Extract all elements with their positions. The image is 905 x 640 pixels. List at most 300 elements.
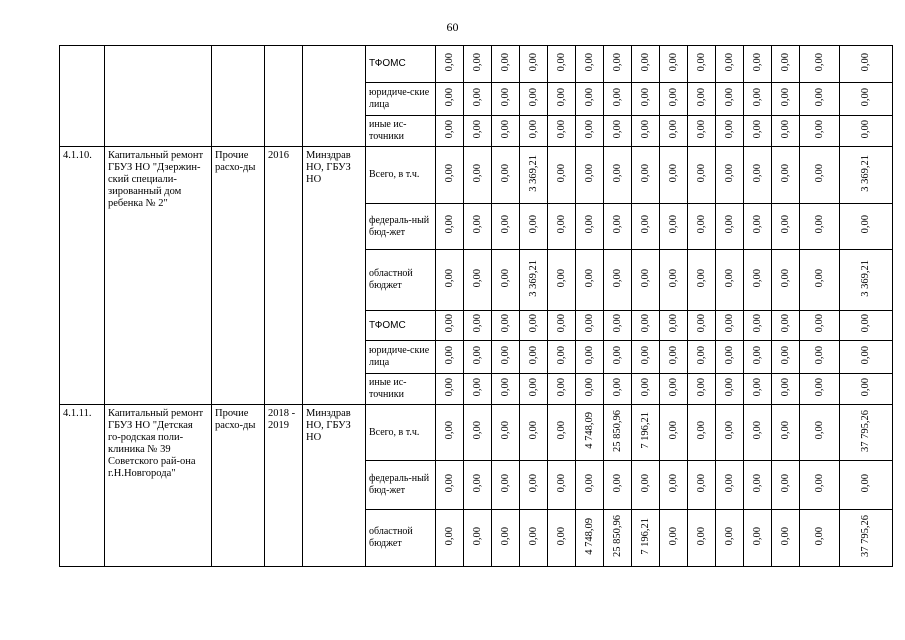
- amount-cell: [520, 311, 548, 341]
- amount-value: 0,00: [499, 215, 511, 234]
- amount-cell: [772, 341, 800, 374]
- amount-value: 0,00: [471, 163, 483, 183]
- amount-value: 0,00: [443, 52, 455, 72]
- amount-value: 0,00: [583, 163, 595, 183]
- amount-cell: [800, 341, 840, 374]
- amount-value: 0,00: [443, 163, 455, 183]
- amount-value: 0,00: [813, 215, 825, 234]
- budget-table: [59, 45, 893, 567]
- amount-value: 0,00: [527, 87, 539, 107]
- amount-cell: [840, 46, 893, 83]
- amount-value: 0,00: [667, 377, 679, 397]
- amount-cell: [632, 311, 660, 341]
- amount-value: 0,00: [499, 526, 511, 546]
- amount-value: 0,00: [751, 314, 763, 333]
- funding-source: иные ис-точники: [366, 116, 436, 147]
- amount-value: 0,00: [443, 215, 455, 234]
- amount-value: 0,00: [583, 268, 595, 288]
- amount-cell: [632, 405, 660, 461]
- amount-cell: [660, 147, 688, 204]
- funding-source: иные ис-точники: [366, 374, 436, 405]
- amount-value: 0,00: [779, 119, 791, 139]
- amount-value: 0,00: [611, 87, 623, 107]
- amount-cell: [660, 83, 688, 116]
- amount-value: 0,00: [499, 163, 511, 183]
- amount-cell: [576, 46, 604, 83]
- amount-value: 0,00: [555, 345, 567, 365]
- amount-cell: [604, 83, 632, 116]
- amount-cell: [840, 204, 893, 250]
- amount-cell: [744, 46, 772, 83]
- amount-value: 0,00: [813, 163, 825, 183]
- amount-cell: [436, 204, 464, 250]
- amount-value: 0,00: [639, 314, 651, 333]
- amount-value: 0,00: [583, 345, 595, 365]
- amount-cell: [632, 83, 660, 116]
- amount-value: 0,00: [611, 268, 623, 288]
- amount-value: 0,00: [695, 473, 707, 493]
- amount-cell: [464, 461, 492, 510]
- amount-value: 0,00: [639, 268, 651, 288]
- expense-category: Прочие расхо-ды: [215, 408, 256, 431]
- amount-value: 0,00: [813, 314, 825, 333]
- amount-cell: [744, 147, 772, 204]
- expense-category-cell: [212, 46, 265, 147]
- amount-value: 0,00: [499, 377, 511, 397]
- amount-cell: [492, 461, 520, 510]
- amount-value: 37 795,26: [860, 515, 871, 557]
- amount-value: 0,00: [639, 52, 651, 72]
- amount-cell: [744, 83, 772, 116]
- amount-cell: [660, 461, 688, 510]
- amount-cell: [604, 311, 632, 341]
- funding-source: ТФОМС: [366, 46, 436, 83]
- amount-cell: [716, 461, 744, 510]
- page-number: 60: [446, 20, 459, 34]
- amount-value: 0,00: [860, 52, 871, 72]
- funding-source: юридиче-ские лица: [366, 83, 436, 116]
- amount-value: 0,00: [667, 87, 679, 107]
- amount-cell: [464, 405, 492, 461]
- amount-value: 0,00: [695, 345, 707, 365]
- amount-value: 0,00: [639, 163, 651, 183]
- amount-cell: [744, 250, 772, 311]
- expense-category: Прочие расхо-ды: [215, 150, 256, 173]
- amount-cell: [436, 510, 464, 567]
- amount-cell: [632, 374, 660, 405]
- amount-cell: [464, 510, 492, 567]
- amount-cell: [840, 311, 893, 341]
- amount-value: 0,00: [779, 345, 791, 365]
- amount-cell: [492, 116, 520, 147]
- amount-value: 0,00: [695, 119, 707, 139]
- amount-cell: [688, 83, 716, 116]
- amount-cell: [660, 311, 688, 341]
- amount-value: 0,00: [611, 119, 623, 139]
- object-name-cell: [105, 147, 212, 405]
- amount-value: 0,00: [723, 377, 735, 397]
- amount-value: 0,00: [527, 473, 539, 493]
- amount-cell: [716, 374, 744, 405]
- amount-value: 0,00: [751, 421, 763, 440]
- row-id-cell: [60, 405, 105, 567]
- amount-cell: [604, 374, 632, 405]
- amount-value: 0,00: [751, 377, 763, 397]
- amount-value: 0,00: [723, 87, 735, 107]
- amount-value: 0,00: [813, 87, 825, 107]
- funding-source: федераль-ный бюд-жет: [366, 461, 436, 510]
- amount-value: 0,00: [667, 473, 679, 493]
- amount-cell: [520, 204, 548, 250]
- amount-cell: [604, 461, 632, 510]
- amount-value: 0,00: [723, 215, 735, 234]
- amount-value: 0,00: [583, 377, 595, 397]
- executor-cell: [303, 46, 366, 147]
- amount-cell: [492, 311, 520, 341]
- amount-cell: [632, 461, 660, 510]
- amount-cell: [716, 46, 744, 83]
- amount-cell: [464, 83, 492, 116]
- row-id: 4.1.11.: [63, 408, 92, 419]
- amount-value: 4 748,09: [583, 412, 595, 449]
- amount-cell: [840, 341, 893, 374]
- amount-cell: [772, 461, 800, 510]
- amount-value: 0,00: [667, 215, 679, 234]
- amount-value: 0,00: [555, 163, 567, 183]
- amount-value: 0,00: [779, 87, 791, 107]
- amount-cell: [800, 250, 840, 311]
- amount-value: 0,00: [471, 473, 483, 493]
- amount-cell: [492, 147, 520, 204]
- amount-value: 0,00: [860, 473, 871, 493]
- amount-cell: [576, 83, 604, 116]
- amount-cell: [576, 405, 604, 461]
- amount-value: 0,00: [555, 377, 567, 397]
- amount-value: 0,00: [723, 345, 735, 365]
- amount-cell: [632, 510, 660, 567]
- amount-cell: [716, 250, 744, 311]
- row-id-cell: [60, 147, 105, 405]
- table-row: [60, 46, 893, 83]
- amount-cell: [660, 46, 688, 83]
- amount-value: 0,00: [667, 119, 679, 139]
- amount-value: 0,00: [443, 87, 455, 107]
- amount-value: 0,00: [583, 215, 595, 234]
- table-row: [60, 405, 893, 461]
- amount-value: 0,00: [751, 163, 763, 183]
- amount-cell: [744, 405, 772, 461]
- amount-cell: [604, 510, 632, 567]
- amount-value: 0,00: [751, 345, 763, 365]
- expense-category-cell: [212, 405, 265, 567]
- amount-cell: [772, 83, 800, 116]
- amount-cell: [436, 116, 464, 147]
- amount-value: 0,00: [611, 377, 623, 397]
- amount-value: 0,00: [723, 119, 735, 139]
- amount-cell: [840, 250, 893, 311]
- amount-cell: [744, 510, 772, 567]
- amount-cell: [716, 204, 744, 250]
- funding-source: Всего, в т.ч.: [366, 147, 436, 204]
- amount-cell: [436, 311, 464, 341]
- amount-cell: [772, 405, 800, 461]
- amount-cell: [464, 204, 492, 250]
- amount-cell: [464, 374, 492, 405]
- amount-cell: [548, 83, 576, 116]
- amount-cell: [716, 311, 744, 341]
- amount-cell: [688, 311, 716, 341]
- amount-cell: [604, 405, 632, 461]
- amount-cell: [800, 204, 840, 250]
- amount-cell: [660, 374, 688, 405]
- amount-value: 3 369,21: [527, 259, 539, 297]
- amount-value: 0,00: [695, 215, 707, 234]
- funding-source: Всего, в т.ч.: [366, 405, 436, 461]
- amount-cell: [716, 83, 744, 116]
- amount-cell: [576, 461, 604, 510]
- amount-value: 7 196,21: [639, 412, 651, 449]
- amount-value: 0,00: [695, 163, 707, 183]
- amount-cell: [436, 405, 464, 461]
- amount-value: 0,00: [813, 268, 825, 288]
- amount-cell: [464, 46, 492, 83]
- amount-value: 0,00: [667, 421, 679, 440]
- amount-cell: [688, 341, 716, 374]
- amount-cell: [604, 204, 632, 250]
- amount-cell: [772, 250, 800, 311]
- row-id: 4.1.10.: [63, 150, 92, 161]
- amount-cell: [492, 250, 520, 311]
- amount-cell: [688, 147, 716, 204]
- amount-cell: [492, 341, 520, 374]
- amount-cell: [800, 311, 840, 341]
- amount-value: 0,00: [555, 268, 567, 288]
- amount-value: 0,00: [695, 87, 707, 107]
- amount-value: 0,00: [639, 119, 651, 139]
- amount-cell: [800, 147, 840, 204]
- amount-value: 0,00: [779, 526, 791, 546]
- amount-value: 0,00: [751, 215, 763, 234]
- implementation-years-cell: [265, 405, 303, 567]
- amount-cell: [772, 116, 800, 147]
- object-name-cell: [105, 405, 212, 567]
- amount-value: 0,00: [779, 215, 791, 234]
- amount-cell: [840, 374, 893, 405]
- executor-cell: [303, 405, 366, 567]
- amount-cell: [604, 250, 632, 311]
- amount-cell: [492, 46, 520, 83]
- amount-value: 0,00: [860, 215, 871, 234]
- funding-source: областной бюджет: [366, 250, 436, 311]
- amount-cell: [660, 204, 688, 250]
- amount-value: 0,00: [555, 87, 567, 107]
- amount-cell: [688, 250, 716, 311]
- implementation-years-cell: [265, 46, 303, 147]
- amount-value: 0,00: [611, 163, 623, 183]
- amount-value: 0,00: [527, 119, 539, 139]
- executor: Минздрав НО, ГБУЗ НО: [306, 150, 351, 185]
- amount-value: 0,00: [527, 421, 539, 440]
- amount-cell: [840, 147, 893, 204]
- funding-source: областной бюджет: [366, 510, 436, 567]
- amount-cell: [744, 116, 772, 147]
- amount-cell: [436, 374, 464, 405]
- amount-cell: [548, 341, 576, 374]
- amount-value: 0,00: [471, 377, 483, 397]
- amount-value: 3 369,21: [860, 154, 871, 192]
- amount-value: 0,00: [611, 52, 623, 72]
- amount-value: 0,00: [583, 119, 595, 139]
- amount-cell: [716, 405, 744, 461]
- amount-value: 0,00: [471, 215, 483, 234]
- amount-cell: [632, 341, 660, 374]
- amount-cell: [772, 204, 800, 250]
- amount-value: 0,00: [813, 345, 825, 365]
- executor: Минздрав НО, ГБУЗ НО: [306, 408, 351, 443]
- amount-value: 0,00: [723, 526, 735, 546]
- amount-cell: [716, 147, 744, 204]
- amount-cell: [840, 510, 893, 567]
- amount-value: 0,00: [471, 526, 483, 546]
- amount-cell: [716, 116, 744, 147]
- amount-cell: [772, 46, 800, 83]
- amount-value: 0,00: [527, 314, 539, 333]
- amount-value: 0,00: [639, 377, 651, 397]
- amount-value: 0,00: [813, 421, 825, 440]
- amount-cell: [632, 250, 660, 311]
- amount-value: 0,00: [471, 87, 483, 107]
- executor-cell: [303, 147, 366, 405]
- amount-value: 0,00: [443, 119, 455, 139]
- amount-value: 0,00: [813, 377, 825, 397]
- amount-value: 0,00: [583, 314, 595, 333]
- amount-value: 0,00: [751, 268, 763, 288]
- amount-value: 0,00: [639, 473, 651, 493]
- amount-value: 0,00: [779, 421, 791, 440]
- amount-value: 0,00: [779, 473, 791, 493]
- amount-cell: [520, 83, 548, 116]
- amount-cell: [464, 341, 492, 374]
- amount-cell: [436, 46, 464, 83]
- amount-cell: [436, 341, 464, 374]
- amount-value: 0,00: [527, 52, 539, 72]
- amount-value: 0,00: [667, 314, 679, 333]
- amount-value: 0,00: [611, 473, 623, 493]
- amount-value: 0,00: [471, 52, 483, 72]
- amount-cell: [604, 46, 632, 83]
- amount-cell: [800, 374, 840, 405]
- amount-value: 0,00: [667, 526, 679, 546]
- amount-cell: [576, 147, 604, 204]
- amount-cell: [744, 341, 772, 374]
- amount-cell: [520, 341, 548, 374]
- amount-value: 0,00: [555, 473, 567, 493]
- amount-value: 0,00: [860, 377, 871, 397]
- amount-cell: [492, 374, 520, 405]
- amount-value: 0,00: [860, 119, 871, 139]
- amount-cell: [688, 461, 716, 510]
- amount-value: 0,00: [499, 314, 511, 333]
- amount-cell: [576, 510, 604, 567]
- amount-value: 0,00: [499, 345, 511, 365]
- object-name: Капитальный ремонт ГБУЗ НО "Дзержин-ский специали-зированный дом ребенка № 2": [108, 150, 204, 209]
- amount-cell: [840, 461, 893, 510]
- amount-cell: [688, 204, 716, 250]
- amount-cell: [520, 405, 548, 461]
- amount-cell: [744, 204, 772, 250]
- amount-cell: [520, 510, 548, 567]
- amount-value: 0,00: [779, 268, 791, 288]
- amount-value: 0,00: [611, 345, 623, 365]
- amount-value: 0,00: [751, 119, 763, 139]
- amount-cell: [632, 46, 660, 83]
- amount-value: 0,00: [723, 52, 735, 72]
- amount-cell: [464, 311, 492, 341]
- amount-cell: [632, 147, 660, 204]
- amount-value: 0,00: [555, 215, 567, 234]
- amount-value: 0,00: [779, 163, 791, 183]
- amount-cell: [688, 374, 716, 405]
- amount-cell: [688, 510, 716, 567]
- amount-value: 0,00: [499, 268, 511, 288]
- amount-value: 0,00: [527, 345, 539, 365]
- amount-cell: [576, 311, 604, 341]
- amount-value: 0,00: [443, 314, 455, 333]
- amount-value: 0,00: [499, 473, 511, 493]
- amount-value: 0,00: [723, 163, 735, 183]
- amount-cell: [772, 147, 800, 204]
- amount-cell: [576, 374, 604, 405]
- amount-value: 37 795,26: [860, 409, 871, 452]
- amount-value: 0,00: [723, 473, 735, 493]
- amount-value: 0,00: [499, 119, 511, 139]
- amount-cell: [800, 83, 840, 116]
- amount-value: 0,00: [527, 215, 539, 234]
- amount-cell: [800, 46, 840, 83]
- funding-source: федераль-ный бюд-жет: [366, 204, 436, 250]
- amount-cell: [772, 311, 800, 341]
- amount-cell: [632, 204, 660, 250]
- amount-cell: [716, 510, 744, 567]
- amount-value: 0,00: [499, 52, 511, 72]
- amount-value: 7 196,21: [639, 517, 651, 555]
- amount-cell: [492, 204, 520, 250]
- amount-value: 0,00: [695, 268, 707, 288]
- amount-cell: [688, 46, 716, 83]
- amount-value: 0,00: [667, 268, 679, 288]
- amount-value: 0,00: [695, 526, 707, 546]
- amount-cell: [548, 374, 576, 405]
- amount-value: 0,00: [443, 268, 455, 288]
- amount-cell: [660, 116, 688, 147]
- amount-value: 0,00: [667, 345, 679, 365]
- amount-cell: [548, 147, 576, 204]
- amount-cell: [548, 461, 576, 510]
- amount-cell: [660, 341, 688, 374]
- amount-value: 0,00: [443, 377, 455, 397]
- amount-cell: [772, 374, 800, 405]
- amount-value: 0,00: [583, 87, 595, 107]
- amount-value: 3 369,21: [527, 154, 539, 192]
- amount-value: 0,00: [555, 52, 567, 72]
- amount-value: 0,00: [813, 526, 825, 546]
- amount-cell: [772, 510, 800, 567]
- amount-value: 0,00: [555, 526, 567, 546]
- amount-cell: [464, 250, 492, 311]
- amount-value: 0,00: [611, 314, 623, 333]
- amount-cell: [716, 341, 744, 374]
- amount-cell: [800, 405, 840, 461]
